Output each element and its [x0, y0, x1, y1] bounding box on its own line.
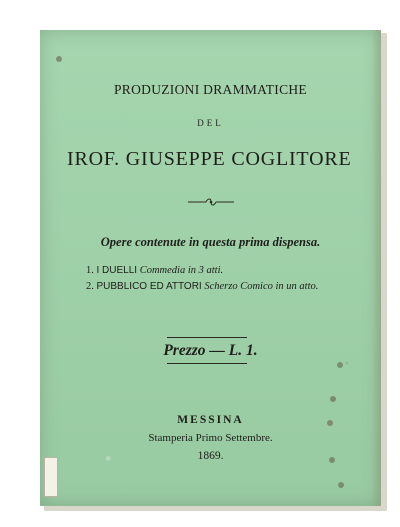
- work-number: 2.: [86, 281, 94, 292]
- contents-heading: Opere contenute in questa prima dispensa.: [100, 235, 321, 249]
- wormhole-mark: [327, 420, 333, 426]
- price-rule-top: [167, 337, 247, 338]
- work-title: I DUELLI: [96, 265, 138, 276]
- list-item: [86, 279, 318, 295]
- works-list: [86, 263, 318, 295]
- list-item: [86, 263, 318, 279]
- imprint-city: MESSINA: [177, 414, 244, 426]
- price-rule-bottom: [167, 363, 247, 364]
- library-tag: [44, 457, 58, 497]
- work-genre: Scherzo Comico in un atto.: [204, 281, 319, 292]
- wormhole-mark: [330, 396, 336, 402]
- wormhole-mark: [337, 362, 343, 368]
- wormhole-mark: [56, 56, 62, 62]
- book-cover: [40, 30, 381, 506]
- author-name: IROF. GIUSEPPE COGLITORE: [67, 148, 352, 170]
- ornament-divider-icon: [40, 196, 381, 208]
- imprint-year: 1869.: [197, 450, 224, 462]
- wormhole-mark: [338, 482, 344, 488]
- wormhole-mark: [329, 457, 335, 463]
- work-genre: Commedia in 3 atti.: [139, 265, 224, 276]
- preposition-text: DEL: [197, 118, 224, 128]
- work-title: PUBBLICO ED ATTORI: [96, 281, 202, 292]
- price-label: Prezzo — L. 1.: [163, 342, 258, 359]
- work-number: 1.: [86, 265, 94, 276]
- series-title: PRODUZIONI DRAMMATICHE: [114, 82, 307, 97]
- imprint-printer: Stamperia Primo Settembre.: [148, 432, 273, 444]
